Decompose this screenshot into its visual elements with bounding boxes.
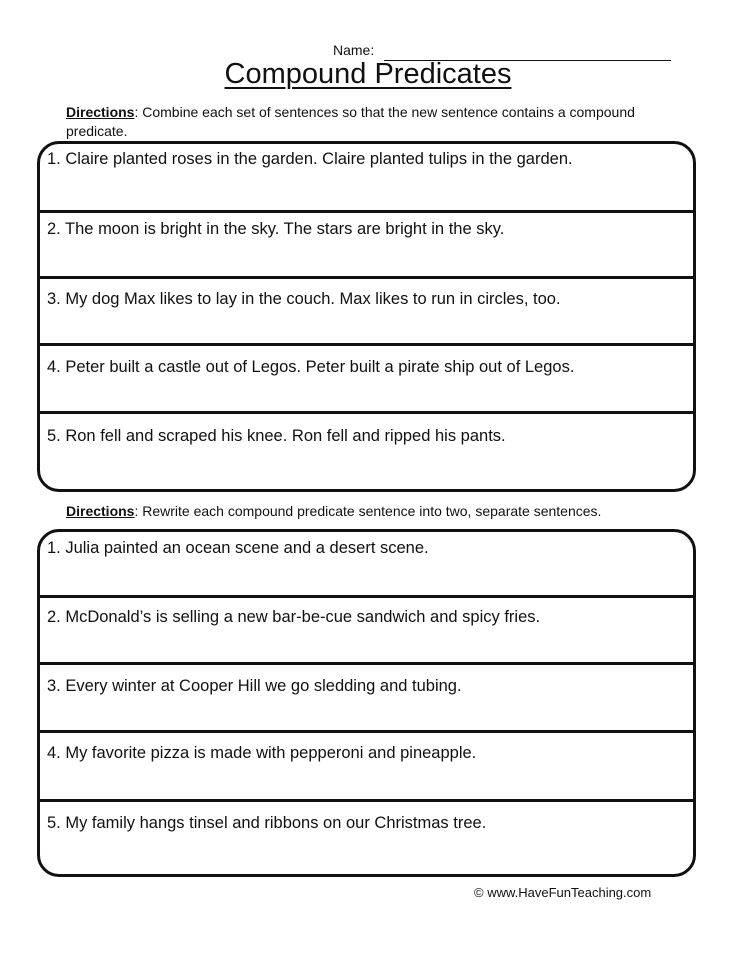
exercise-item: 2. McDonald’s is selling a new bar-be-cue sandwich and spicy fries. bbox=[47, 608, 541, 626]
exercise-item: 1. Julia painted an ocean scene and a desert scene. bbox=[47, 539, 429, 557]
answer-line[interactable] bbox=[40, 276, 696, 279]
exercise-item: 3. My dog Max likes to lay in the couch. Max likes to run in circles, too. bbox=[47, 290, 561, 308]
name-label: Name: bbox=[333, 42, 375, 58]
answer-line[interactable] bbox=[40, 411, 696, 414]
answer-line[interactable] bbox=[40, 730, 696, 733]
answer-line[interactable] bbox=[40, 799, 696, 802]
directions-label: Directions bbox=[66, 503, 135, 519]
directions-label: Directions bbox=[66, 104, 135, 120]
exercise-item: 2. The moon is bright in the sky. The stars are bright in the sky. bbox=[47, 220, 505, 238]
answer-line[interactable] bbox=[40, 662, 696, 665]
exercise-item: 3. Every winter at Cooper Hill we go sledding and tubing. bbox=[47, 677, 462, 695]
exercise-box-1 bbox=[37, 141, 696, 492]
page-title: Compound Predicates bbox=[224, 58, 512, 90]
answer-line[interactable] bbox=[40, 595, 696, 598]
exercise-item: 4. Peter built a castle out of Legos. Peter built a pirate ship out of Legos. bbox=[47, 358, 575, 376]
exercise-box-2 bbox=[37, 529, 696, 877]
answer-line[interactable] bbox=[40, 210, 696, 213]
exercise-item: 5. Ron fell and scraped his knee. Ron fell and ripped his pants. bbox=[47, 427, 506, 445]
exercise-item: 4. My favorite pizza is made with pepperoni and pineapple. bbox=[47, 744, 477, 762]
directions-text: : Rewrite each compound predicate sentence into two, separate sentences. bbox=[134, 503, 602, 519]
exercise-item: 1. Claire planted roses in the garden. Claire planted tulips in the garden. bbox=[47, 150, 573, 168]
answer-line[interactable] bbox=[40, 343, 696, 346]
directions-section-2 bbox=[66, 502, 686, 521]
directions-section-1 bbox=[66, 103, 636, 141]
exercise-item: 5. My family hangs tinsel and ribbons on our Christmas tree. bbox=[47, 814, 487, 832]
directions-text: : Combine each set of sentences so that the new sentence contains a compound predicate. bbox=[66, 104, 635, 139]
copyright-footer: © www.HaveFunTeaching.com bbox=[474, 885, 652, 900]
